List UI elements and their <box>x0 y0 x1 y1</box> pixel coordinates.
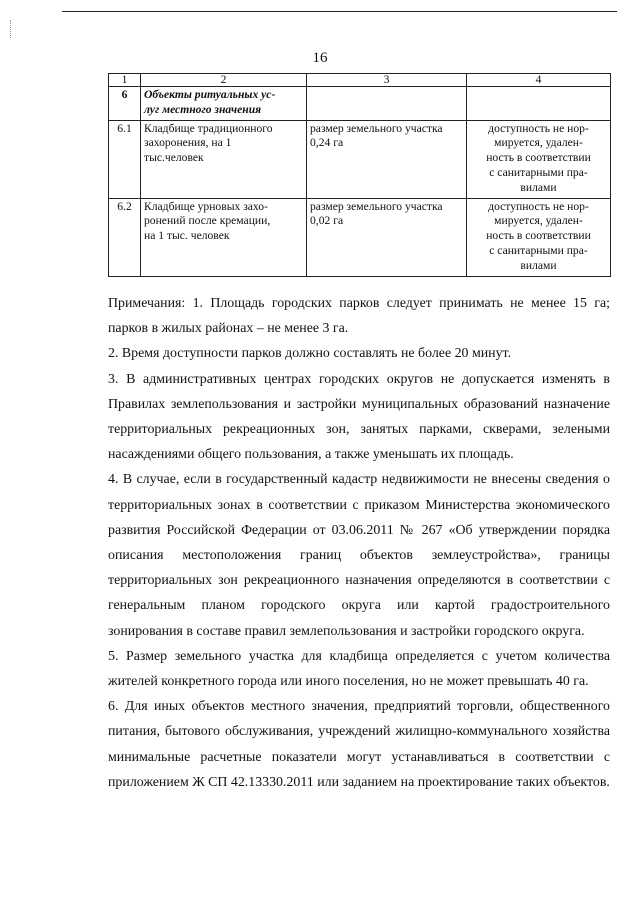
row-plot-size: размер земельного участка 0,02 га <box>307 198 467 276</box>
page-number: 16 <box>312 50 328 66</box>
header-cell-1: 1 <box>109 74 141 87</box>
row-accessibility: доступность не нор- мируется, удален- ность в соответствии с санитарными пра- вилами <box>467 198 611 276</box>
note-paragraph-1: Примечания: 1. Площадь городских парков следует принимать не менее 15 га; парков в жилых районах – не менее 3 га. <box>108 296 610 337</box>
row-object-name: Кладбище урновых захо- ронений после кремации, на 1 тыс. человек <box>141 198 307 276</box>
row-object-name: Кладбище традиционного захоронения, на 1 тыс.человек <box>141 120 307 198</box>
section-number: 6 <box>109 87 141 121</box>
note-paragraph-4: 4. В случае, если в государственный кадастр недвижимости не внесены сведения о территориальных зонах в соответствии с приказом Министерства экономического развития Российской Федерации от 03.06.2011 № 267 «Об утверждении порядка описания местоположения границ объектов землеустройства», границы территориальных зон рекреационного назначения определяются в соответствии с генеральным планом городского округа или картой градостроительного зонирования в составе правил землепользования и застройки городского округа. <box>108 472 610 639</box>
section-title: Объекты ритуальных ус- луг местного значения <box>141 87 307 121</box>
header-cell-4: 4 <box>467 74 611 87</box>
table-row <box>109 120 611 198</box>
note-paragraph-5: 5. Размер земельного участка для кладбища определяется с учетом количества жителей конкретного города или иного поселения, но не может превышать 40 га. <box>108 648 610 690</box>
note-paragraph-3: 3. В административных центрах городских округов не допускается изменять в Правилах землепользования и застройки муниципальных образований назначение территориальных рекреационных зон, занятых парками, скверами, зелеными насаждениями общего пользования, а также уменьшать их площадь. <box>108 371 610 463</box>
table-section-row <box>109 87 611 121</box>
section-empty-cell <box>467 87 611 121</box>
margin-marks <box>10 20 12 38</box>
row-accessibility: доступность не нор- мируется, удален- ность в соответствии с санитарными пра- вилами <box>467 120 611 198</box>
note-paragraph-6: 6. Для иных объектов местного значения, предприятий торговли, общественного питания, бытового обслуживания, учреждений жилищно-коммунального хозяйства минимальные расчетные показатели могут устанавливаться в соответствии с приложением Ж СП 42.13330.2011 или заданием на проектирование таких объектов. <box>108 699 610 790</box>
note-paragraph-2: 2. Время доступности парков должно составлять не более 20 минут. <box>108 346 512 362</box>
row-number: 6.1 <box>109 120 141 198</box>
top-rule <box>62 11 617 12</box>
norms-table <box>108 73 611 277</box>
row-plot-size: размер земельного участка 0,24 га <box>307 120 467 198</box>
row-number: 6.2 <box>109 198 141 276</box>
header-cell-3: 3 <box>307 74 467 87</box>
table-row <box>109 198 611 276</box>
section-empty-cell <box>307 87 467 121</box>
notes-section <box>108 291 610 795</box>
header-cell-2: 2 <box>141 74 307 87</box>
table-header-row <box>109 74 611 87</box>
